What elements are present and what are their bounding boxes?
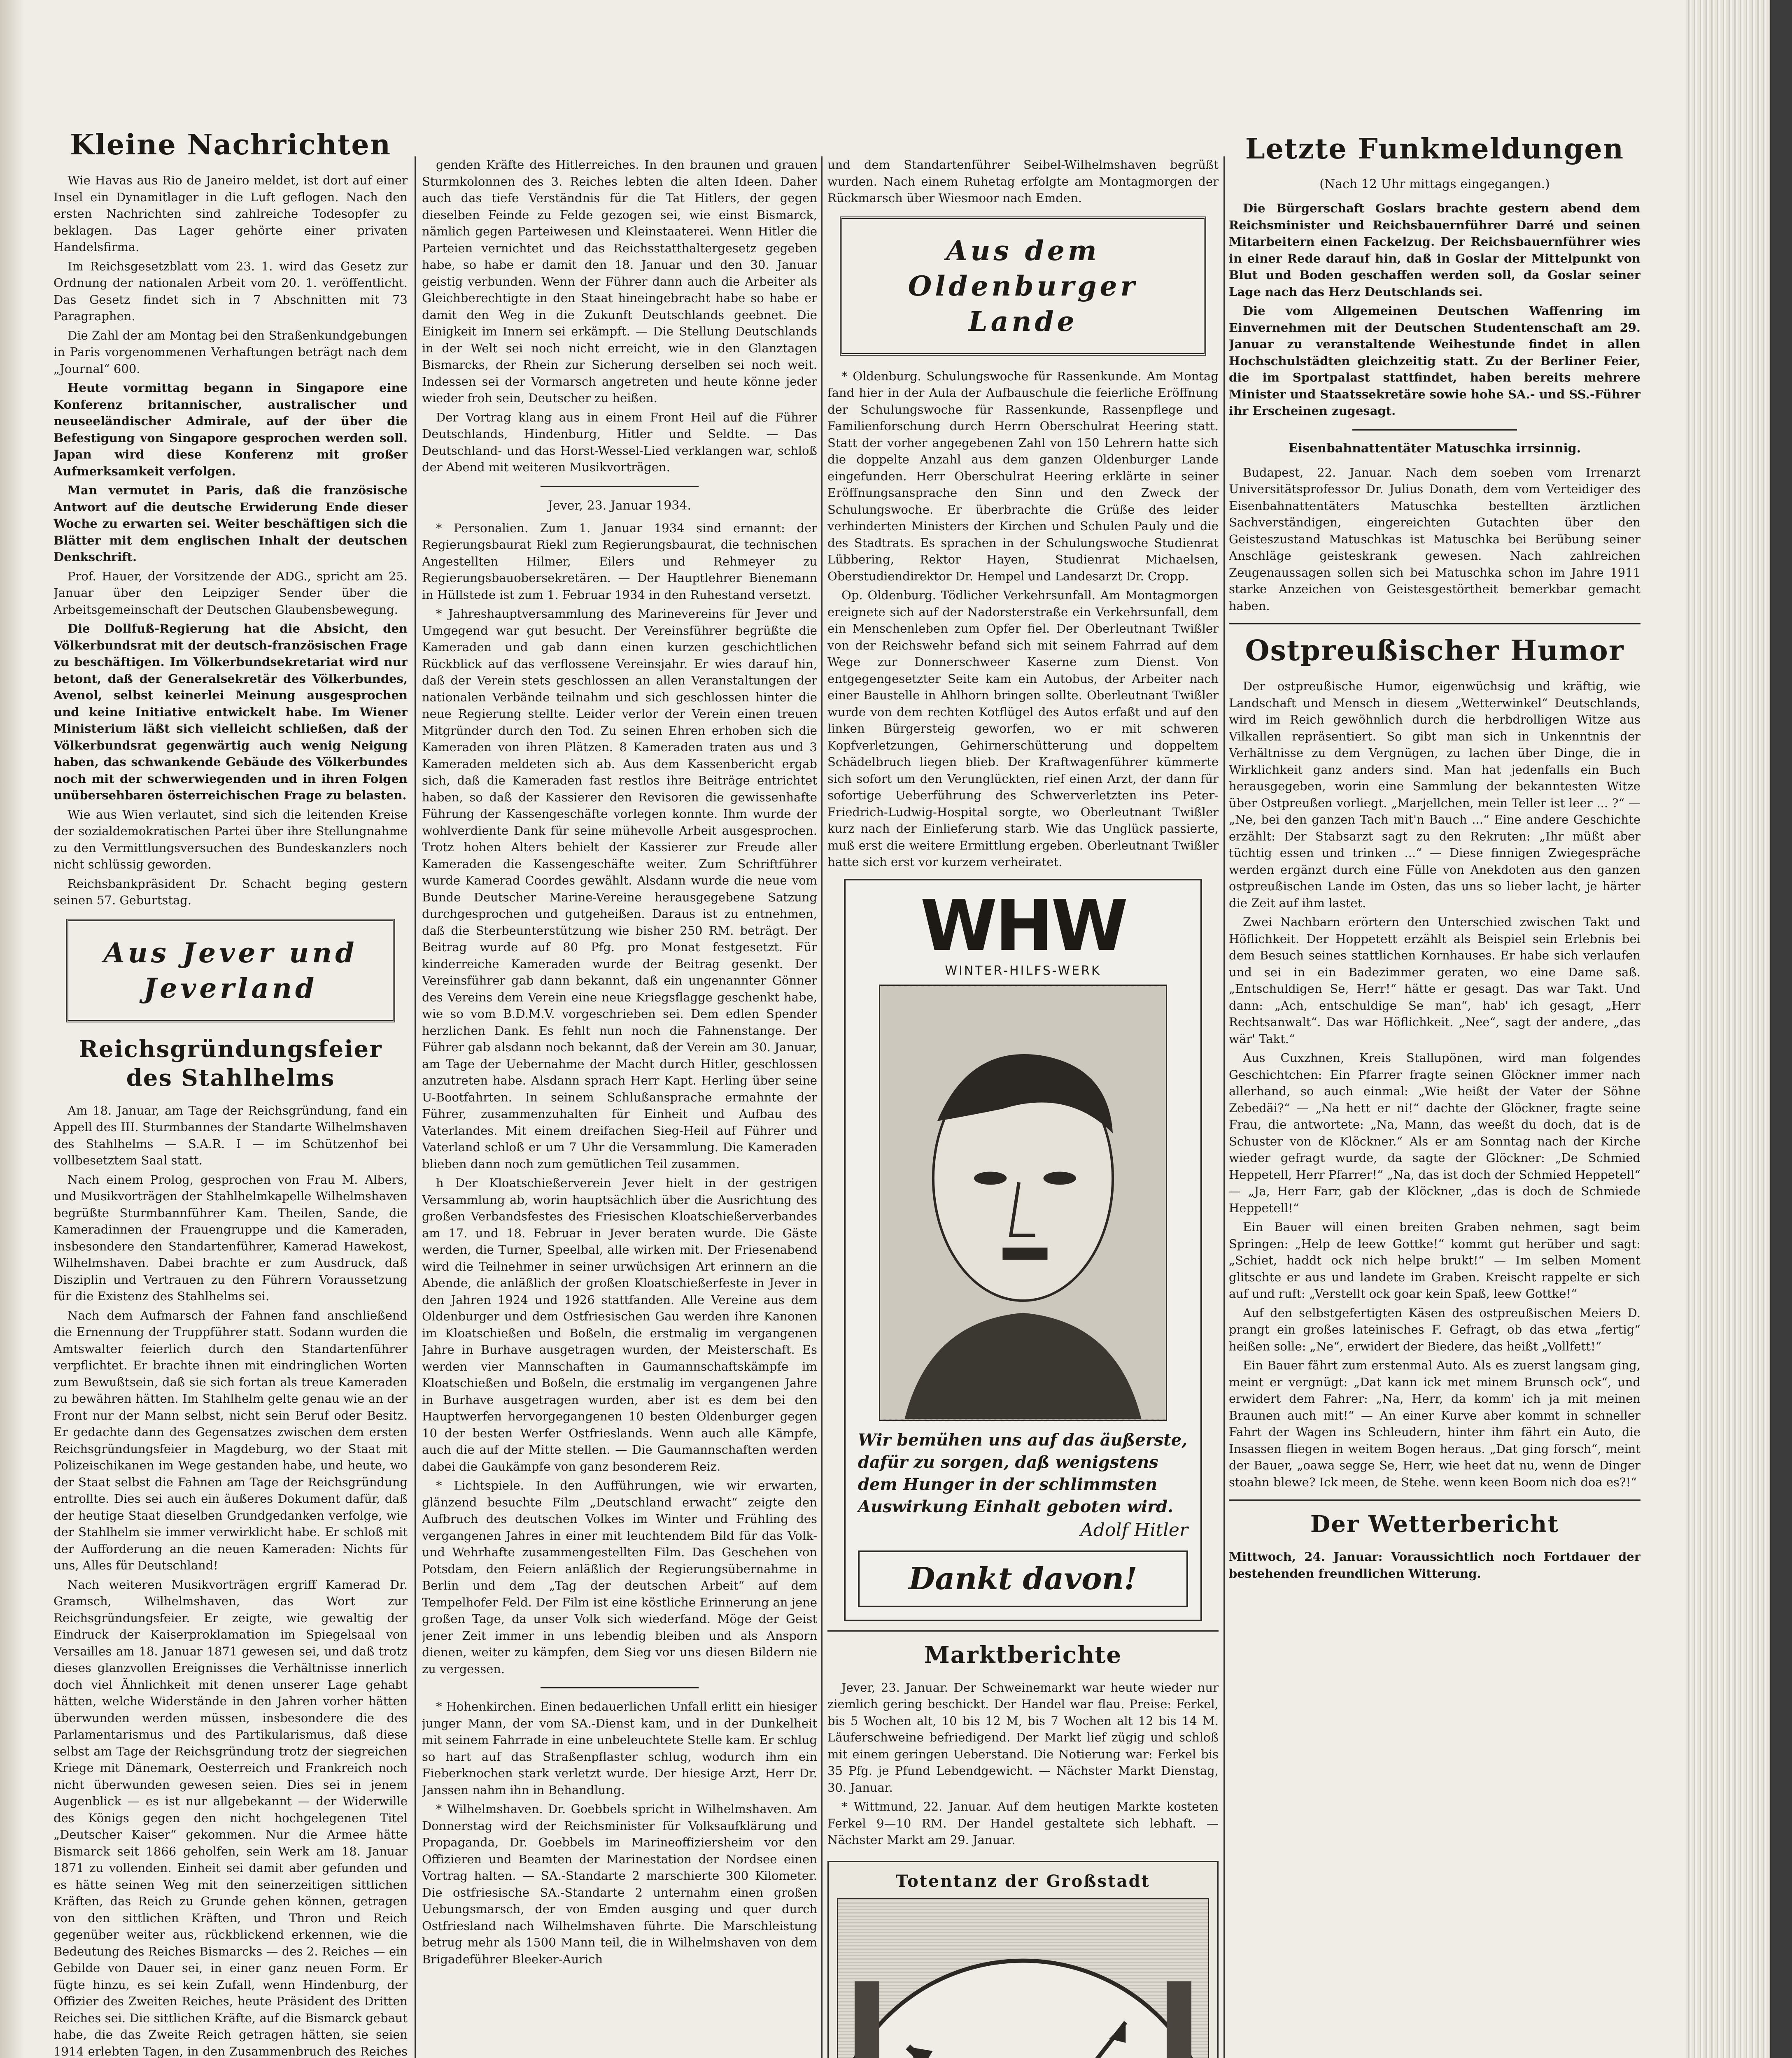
news-item: Wie aus Wien verlautet, sind sich die leitenden Kreise der sozialdemokratischen Partei über ihre Stellungnahme zu den Vermittlungsversuchen des Bundeskanzlers noch nicht schlüssig geworden.	[54, 807, 408, 871]
news-item: * Lichtspiele. In den Aufführungen, wie wir erwarten, glänzend besuchte Film „Deutschland erwacht“ zeigte den Aufbruch des deutschen Volkes im Winter und Frühling des vergangenen Jahres in einer mit leuchtendem Bild für das Volk- und Wehrhafte zusammengestellten Film. Das Geschehen von Potsdam, den Feiern anläßlich der Regierungsübernahme in Berlin und dem „Tag der deutschen Arbeit“ auf dem Tempelhofer Feld. Der Film ist eine köstliche Erinnerung an jene großen Tage, da unser Volk sich wiederfand. Möge der Geist jener Zeit immer in uns lebendig bleiben und als Ansporn dienen, weiter zu kämpfen, dem Sieg vor uns diesen Bildern nie zu vergessen.	[422, 1478, 817, 1676]
anecdote: Auf den selbstgefertigten Käsen des ostpreußischen Meiers D. prangt ein großes lateinisches F. Gefragt, ob das etwa „fertig“ heißen solle: „Ne“, erwidert der Biedere, das heißt „Vollfett!“	[1229, 1306, 1641, 1353]
totentanz-illustration	[827, 1861, 1219, 2058]
anecdote: Ein Bauer will einen breiten Graben nehmen, sagt beim Springen: „Help de leew Gottke!“ kommt gut herüber und sagt: „Schiet, haddt ock nich helpe brukt!“ — Im selben Moment glitschte er aus und landete im Graben. Kreischt rappelte er sich auf und ruft: „Verstellt ock goar kein Spaß, leew Gottke!“	[1229, 1220, 1641, 1301]
column-rule	[415, 156, 416, 2058]
whw-band-text: WINTER-HILFS-WERK	[945, 963, 1101, 978]
column-rule	[821, 156, 823, 2058]
news-item: Reichsbankpräsident Dr. Schacht beging gestern seinen 57. Geburtstag.	[54, 876, 408, 907]
news-item: Op. Oldenburg. Tödlicher Verkehrsunfall. Am Montagmorgen ereignete sich auf der Nadorsterstraße ein Verkehrsunfall, dem ein Menschenleben zum Opfer fiel. Der Oberleutnant Twißler von der Reichswehr befand sich mit seinem Fahrrad auf dem Wege zur Donnerschweer Kaserne zum Dienst. Von entgegengesetzter Seite kam ein Autobus, der Arbeiter nach einer Baustelle in Ahlhorn bringen sollte. Oberleutnant Twißler wurde von dem rechten Kotflügel des Autos erfaßt und auf den linken Bürgersteig geworfen, wo er mit schweren Kopfverletzungen, Gehirnerschütterung und doppeltem Schädelbruch liegen blieb. Der Kraftwagenführer kümmerte sich sofort um den Verunglückten, rief einen Arzt, der dann für sofortige Ueberführung des Schwerverletzten ins Peter-Friedrich-Ludwig-Hospital sorgte, wo Oberleutnant Twißler kurz nach der Einlieferung starb. Wie das Unglück passierte, muß erst die weitere Ermittlung ergeben. Oberleutnant Twißler hatte sich erst vor kurzem verheiratet.	[827, 588, 1219, 869]
column-3	[827, 156, 1219, 2058]
news-item: Die Zahl der am Montag bei den Straßenkundgebungen in Paris vorgenommenen Verhaftungen beträgt nach dem „Journal“ 600.	[54, 328, 408, 376]
article-paragraph: Nach einem Prolog, gesprochen von Frau M. Albers, und Musikvorträgen der Stahlhelmkapelle Wilhelmshaven begrüßte Sturmbannführer Kam. Theilen, Sande, die Kameradinnen der Frauengruppe und die Kameraden, insbesondere den Standartenführer, Kamerad Hawekost, Wilhelmshaven. Dabei brachte er zum Ausdruck, daß Disziplin und Vertrauen zu den Führern Voraussetzung für die Existenz des Stahlhelms sei.	[54, 1172, 408, 1303]
news-item: Wie Havas aus Rio de Janeiro meldet, ist dort auf einer Insel ein Dynamitlager in die Luft geflogen. Nach den ersten Nachrichten sind zahlreiche Todesopfer zu beklagen. Das Lager gehörte einer privaten Handelsfirma.	[54, 173, 408, 254]
news-item: Heute vormittag begann in Singapore eine Konferenz britannischer, australischer und neuseeländischer Admirale, auf der über die Befestigung von Singapore gesprochen werden soll. Japan wird diese Konferenz mit großer Aufmerksamkeit verfolgen.	[54, 381, 408, 478]
whw-signature: Adolf Hitler	[1080, 1519, 1188, 1541]
anecdote: Zwei Nachbarn erörtern den Unterschied zwischen Takt und Höflichkeit. Der Hoppetett erzählt als Beispiel sein Erlebnis bei dem Besuch seines stattlichen Kornhauses. Er habe sich verlaufen und sei in ein Badezimmer geraten, wo eine Dame saß. „Entschuldigen Se, Herr!“ hätte er gesagt. Das war Takt. Und dann: „Ach, entschuldige Se man“, hab' ich gesagt, „Herr Rechtsanwalt“. Das war Höflichkeit. „Nee“, sagt der andere, „das wär' Takt.“	[1229, 915, 1641, 1046]
article-paragraph: Nach weiteren Musikvorträgen ergriff Kamerad Dr. Gramsch, Wilhelmshaven, das Wort zur Reichsgründungsfeier. Er zeigte, wie gewaltig der Eindruck der Kaiserproklamation im Spiegelsaal von Versailles am 18. Januar 1871 gewesen sei, und daß trotz dieses glanzvollen Ereignisses die Verhältnisse innerlich doch viel Ähnlichkeit mit denen unserer Lage gehabt hätten, welche Widerstände in den Jahren vorher hätten überwunden werden müssen, insbesondere die des Parlamentarismus und des Partikularismus, daß diese selbst am Tage der Reichsgründung trotz der siegreichen Kriege mit Dänemark, Oesterreich und Frankreich noch nicht überwunden gewesen seien. Dies sei in jenem Augenblick — es ist nur allgebekannt — der Widerwille des Königs gegen den nicht hochgelegenen Titel „Deutscher Kaiser“ gekommen. Nur die Armee hätte Bismarck seit 1866 geholfen, sein Werk am 18. Januar 1871 zu vollenden. Einheit sei damit aber gefunden und es hätte seinen Weg mit den seinerzeitigen sittlichen Kräften, das Reich zu Grunde gehen können, getragen von den sittlichen Kräften, und Thron und Reich gegenüber weiter aus, rückblickend erkennen, wie die Bedeutung des Reiches Bismarcks — des 2. Reiches — ein Gebilde von Dauer sei, in einer ganz neuen Form. Er fügte hinzu, es sei kein Zufall, wenn Hindenburg, der Offizier des Zweiten Reiches, heute Präsident des Dritten Reiches sei. Die sittlichen Kräfte, auf die Bismarck gebaut habe, die das Zweite Reich getragen hätten, sie seien 1914 erlebten Tagen, in den Zusammenbruch des Reiches	[54, 1577, 408, 2058]
clock-skeleton-svg	[838, 1899, 1208, 2058]
oldenburg-news	[827, 368, 1219, 871]
news-item: * Hohenkirchen. Einen bedauerlichen Unfall erlitt ein hiesiger junger Mann, der vom SA.-Dienst kam, und in der Dunkelheit mit seinem Fahrrade in eine unbeleuchtete Stelle kam. Er schlug so hart auf das Straßenpflaster schlug, wodurch ihm ein Fieberknochen stark verletzt wurde. Der hiesige Arzt, Herr Dr. Janssen nahm ihn in Behandlung.	[422, 1699, 817, 1797]
regional-news	[422, 1698, 817, 1967]
stahlhelm-continued	[422, 156, 817, 476]
jever-dateline: Jever, 23. Januar 1934.	[548, 498, 692, 513]
kleine-nachrichten-list	[54, 172, 408, 909]
column-4	[1229, 132, 1641, 2058]
whw-logo-text: WHW	[920, 885, 1126, 967]
weather-text: Mittwoch, 24. Januar: Voraussichtlich noch Fortdauer der bestehenden freundlichen Witterung.	[1229, 1550, 1641, 1581]
column-rule	[1223, 156, 1225, 2058]
whw-logo	[858, 885, 1188, 967]
news-item: * Oldenburg. Schulungswoche für Rassenkunde. Am Montag fand hier in der Aula der Aufbauschule die feierliche Eröffnung der Schulungswoche für Rassenkunde, Rassenpflege und Familienforschung durch Herrn Oberschulrat Heering statt. Statt der vorher angegebenen Zahl von 150 Lehrern hatte sich die doppelte Anzahl aus dem ganzen Oldenburger Lande eingefunden. Herr Oberschulrat Heering erklärte in seiner Eröffnungsansprache den Sinn und den Zweck der Schulungswoche. Er überbrachte die Grüße des leider verhinderten Ministers der Kirchen und Schulen Pauly und die des Stadtrats. Es sprachen in der Schulungswoche Studienrat Lübbering, Rektor Hayen, Studienrat Michaelsen, Oberstudiendirektor Dr. Hempel und Landesarzt Dr. Cropp.	[827, 369, 1219, 583]
wilhelmshaven-continued: und dem Standartenführer Seibel-Wilhelmshaven begrüßt wurden. Nach einem Ruhetag erfolgte am Montagmorgen der Rückmarsch über Wiesmoor nach Emden.	[827, 158, 1219, 205]
funkmeldungen-subheading: (Nach 12 Uhr mittags eingegangen.)	[1319, 177, 1550, 191]
clock-skeleton-image	[837, 1898, 1209, 2058]
etching-title: Totentanz der Großstadt	[895, 1871, 1151, 1891]
stahlhelm-article	[54, 1102, 408, 2058]
article-paragraph: Am 18. Januar, am Tage der Reichsgründung, fand ein Appell des III. Sturmbannes der Standarte Wilhelmshaven des Stahlhelms — S.A.R. I — im Schützenhof bei vollbesetztem Saal statt.	[54, 1103, 408, 1167]
market-item: Jever, 23. Januar. Der Schweinemarkt war heute wieder nur ziemlich gering beschickt. Der Handel war flau. Preise: Ferkel, bis 5 Wochen alt, 10 bis 12 M, bis 7 Wochen alt 12 bis 14 M. Läuferschweine befriedigend. Der Markt lief zügig und schloß mit einem geringen Ueberstand. Die Notierung war: Ferkel bis 35 Pfg. je Pfund Lebendgewicht. — Nächster Markt Dienstag, 30. Januar.	[827, 1680, 1219, 1795]
page-spine	[0, 0, 25, 2058]
funkmeldungen-list	[1229, 200, 1641, 419]
article-paragraph: Der Vortrag klang aus in einem Front Heil auf die Führer Deutschlands, Hindenburg, Hitler und Seldte. — Das Deutschland- und das Horst-Wessel-Lied verklangen war, schloß der Abend mit weiteren Musikvorträgen.	[422, 410, 817, 474]
news-item: Prof. Hauer, der Vorsitzende der ADG., spricht am 25. Januar über den Leipziger Sender über die Arbeitsgemeinschaft der Deutschen Glaubensbewegung.	[54, 569, 408, 617]
market-item: * Wittmund, 22. Januar. Auf dem heutigen Markte kosteten Ferkel 9—10 RM. Der Handel gestaltete sich lebhaft. — Nächster Markt am 29. Januar.	[827, 1800, 1219, 1847]
anecdote: Aus Cuxzhnen, Kreis Stallupönen, wird man folgendes Geschichtchen: Ein Pfarrer fragte seinen Glöckner immer nach allerhand, so auch einmal: „Wie heißt der Vater der Söhne Zebedäi?“ — „Na hett er ni!“ dachte der Glöckner, fragte seine Frau, die antwortete: „Na, Mann, das weeßt du doch, dat is de Schuster von de Klöckner.“ Als er am Sonntag nach der Kirche wieder gefragt wurde, da sagte der Glöckner: „De Schmied Heppetell, Herr Pfarrer!“ „Na, das ist doch der Schmied Heppetell“ — „Ja, Herr Farr, gab der Klöckner, „das is doch de Schmiede Heppetell!“	[1229, 1051, 1641, 1215]
divider	[1229, 623, 1641, 624]
news-item: Die Bürgerschaft Goslars brachte gestern abend dem Reichsminister und Reichsbauernführer Darré und seinen Mitarbeitern einen Fackelzug. Der Reichsbauernführer wies in einer Rede darauf hin, daß in Goslar der Mittelpunkt von Blut und Boden geschaffen werden soll, da Goslar seiner Lage nach das Herz Deutschlands sei.	[1229, 201, 1641, 299]
whw-slogan: Dankt davon!	[858, 1550, 1188, 1607]
news-item: Man vermutet in Paris, daß die französische Antwort auf die deutsche Erwiderung Ende dieser Woche zu erwarten sei. Weiter beschäftigen sich die Blätter mit dem englischen Inhalt der deutschen Denkschrift.	[54, 483, 408, 564]
news-item: Die Dollfuß-Regierung hat die Absicht, den Völkerbundsrat mit der deutsch-französischen Frage zu beschäftigen. Im Völkerbundsekretariat wird nur betont, daß der Generalsekretär des Völkerbundes, Avenol, selbst keinerlei Meinung ausgesprochen und keine Initiative entwickelt habe. Im Wiener Ministerium läßt sich vielleicht schließen, daß der Völkerbundsrat gegenwärtig auch wenig Neigung haben, das schwankende Gebäude des Völkerbundes noch mit der schwerwiegenden und in ihren Folgen unübersehbaren österreichischen Frage zu belasten.	[54, 622, 408, 802]
funkmeldungen-heading: Letzte Funkmeldungen	[1245, 133, 1624, 165]
jever-box-title: Aus Jever und Jeverland	[66, 919, 395, 1022]
weather-heading: Der Wetterbericht	[1310, 1511, 1559, 1538]
news-item: * Personalien. Zum 1. Januar 1934 sind ernannt: der Regierungsbaurat Riekl zum Regierungsbaurat, die technischen Angestellten Hilmer, Eilers und Rehmeyer zu Regierungsbauobersekretären. — Der Hauptlehrer Bienemann in Hüllstede ist zum 1. Februar 1934 in den Ruhestand versetzt.	[422, 521, 817, 602]
matuschka-subheading: Eisenbahnattentäter Matuschka irrsinnig.	[1288, 441, 1581, 456]
anecdote: Der ostpreußische Humor, eigenwüchsig und kräftig, wie Landschaft und Mensch in diesem „Wetterwinkel“ Deutschlands, wird im Reich gewöhnlich durch die herbdrolligen Witze aus Vilkallen repräsentiert. So gibt man sich in Unkenntnis der Verhältnisse zu dem Vergnügen, zu lachen über Dinge, die in Wirklichkeit ganz anders sind. Man hat jedenfalls ein Buch herausgegeben, worin eine Sammlung der bekanntesten Witze über Ostpreußen vorliegt. „Marjellchen, mein Teller ist leer ... ?“ — „Ne, bei den ganzen Tach mit'n Bauch ...“ Eine andere Geschichte erzählt: Der Stabsarzt sagt zu den Rekruten: „Ihr müßt aber tüchtig essen und trinken ...“ — Diese finnigen Zwiegespräche werden ergänzt durch eine Fülle von Anekdoten aus den ganzen ostpreußischen Lande im Osten, das uns so lieber lacht, je härter die Zeit auf ihm lastet.	[1229, 679, 1641, 910]
column-2	[422, 156, 817, 2058]
market-heading: Marktberichte	[924, 1641, 1122, 1669]
news-item: Die vom Allgemeinen Deutschen Waffenring im Einvernehmen mit der Deutschen Studentenschaft am 29. Januar zu veranstaltende Weihestunde findet in allen Hochschulstädten gleichzeitig statt. Zu der Berliner Feier, die im Sportpalast stattfindet, haben bereits mehrere Minister und Staatssekretäre sowie hohe SA.- und SS.-Führer ihr Erscheinen zugesagt.	[1229, 304, 1641, 418]
article-paragraph: genden Kräfte des Hitlerreiches. In den braunen und grauen Sturmkolonnen des 3. Reiches lebten die alten Ideen. Daher auch das tiefe Verständnis für die Tat Hitlers, der gegen dieselben Feinde zu Felde gezogen sei, wie einst Bismarck, nämlich gegen Parteiwesen und Kleinstaaterei. Wenn Hitler die Parteien vernichtet und das Reichsstatthaltergesetz gegeben habe, so habe er damit den 18. Januar und den 30. Januar geistig verbunden. Wenn der Führer dann auch die Arbeiter als Gleichberechtigte in den Staat hineingebracht habe so habe er damit den Weg in die Zukunft Deutschlands geebnet. Die Einigkeit im Innern sei erkämpft. — Die Stellung Deutschlands in der Welt sei noch nicht erreicht, wie in den Glanztagen Bismarcks, der Rhein zur Sicherung derselben sei noch weit. Indessen sei der Vormarsch angetreten und heute könne jeder wieder froh sein, Deutscher zu heißen.	[422, 158, 817, 405]
news-item: Im Reichsgesetzblatt vom 23. 1. wird das Gesetz zur Ordnung der nationalen Arbeit vom 20. 1. veröffentlicht. Das Gesetz findet sich in 7 Abschnitten mit 73 Paragraphen.	[54, 259, 408, 323]
whw-quote: Wir bemühen uns auf das äußerste, dafür zu sorgen, daß wenigstens dem Hunger in der schlimmsten Auswirkung Einhalt geboten wird.	[858, 1430, 1188, 1516]
oldenburg-box-title: Aus dem Oldenburger Lande	[840, 217, 1206, 356]
jever-local-news	[422, 520, 817, 1678]
divider	[827, 1630, 1219, 1632]
humor-article	[1229, 678, 1641, 1490]
news-item: * Wilhelmshaven. Dr. Goebbels spricht in Wilhelmshaven. Am Donnerstag wird der Reichsminister für Volksaufklärung und Propaganda, Dr. Goebbels im Marineoffiziersheim vor den Offizieren und Beamten der Marinestation der Nordsee einen Vortrag halten. — SA.-Standarte 2 marschierte 300 Kilometer. Die ostfriesische SA.-Standarte 2 unternahm einen großen Uebungsmarsch, der von Emden ausging und quer durch Ostfriesland nach Wilhelmshaven führte. Die Marschleistung betrug mehr als 1500 Mann teil, die in Wilhelmshaven von dem Brigadeführer Bleeker-Aurich	[422, 1802, 817, 1966]
portrait-woodcut-svg	[880, 986, 1166, 1420]
scan-border	[1770, 0, 1792, 2058]
kleine-nachrichten-heading: Kleine Nachrichten	[70, 128, 391, 161]
matuschka-article: Budapest, 22. Januar. Nach dem soeben vom Irrenarzt Universitätsprofessor Dr. Julius Donath, dem vom Verteidiger des Eisenbahnattentäters Matuschka bestellten ärztlichen Sachverständigen, eingereichten Gutachten über den Geisteszustand Matuschkas ist Matuschka bei Berübung seiner Anschläge geisteskrank gewesen. Nach zahlreichen Zeugenaussagen sollen sich bei Matuschka schon im Jahre 1911 starke Anzeichen von Geistesgestörtheit bemerkbar gemacht haben.	[1229, 465, 1641, 613]
divider	[1229, 1499, 1641, 1501]
humor-heading: Ostpreußischer Humor	[1245, 634, 1624, 667]
winterhilfswerk-advert	[844, 879, 1202, 1621]
news-item: h Der Kloatschießerverein Jever hielt in der gestrigen Versammlung ab, worin hauptsächlich über die Ausrichtung des großen Verbandsfestes des Friesischen Kloatschießerverbandes am 17. und 18. Februar in Jever beraten wurde. Die Gäste werden, die Turner, Speelbal, alle wirken mit. Der Friesenabend wird die Teilnehmer in seiner urwüchsigen Art erinnern an die Abende, die anläßlich der großen Kloatschießerfeste in Jever in den Jahren 1924 und 1926 stattfanden. Alle Vereine aus dem Oldenburger und dem Ostfriesischen Gau werden ihre Kanonen im Kloatschießen und Boßeln, die erstmalig im vergangenen Jahre in Burhave ausgetragen wurden, der Meisterschaft. Es werden vier Mannschaften in Gaumannschaftskämpfe im Kloatschießen und Boßeln, die erstmalig im vergangenen Jahre in Burhave ausgetragen wurden, aber ist es dem bei den Hauptwerfen hervorgegangenen 10 besten Oldenburger gegen 10 der besten Werfer Ostfrieslands. Wenn auch alle Kämpfe, auch die auf der Mitte stellen. — Die Gaumannschaften werden dabei die Gaukämpfe von ganz besonderem Reiz.	[422, 1176, 817, 1474]
divider	[1352, 429, 1517, 431]
article-paragraph: Nach dem Aufmarsch der Fahnen fand anschließend die Ernennung der Truppführer statt. Sodann wurden die Amtswalter feierlich durch den Standartenführer verpflichtet. Er brachte ihnen mit eindringlichen Worten zum Bewußtsein, daß sie sich fortan als treue Kameraden zu bewähren hätten. Im Stahlhelm gelte genau wie an der Front nur der Mann selbst, nicht sein Beruf oder Besitz. Er gedachte dann des Gegensatzes zwischen dem ersten Reichsgründungsfeier in Magdeburg, wo der Staat mit Polizeischikanen im Wege gestanden habe, und heute, wo der Staat selbst die Fahnen am Tage der Reichsgründung entrollte. Dies sei auch ein äußeres Dokument dafür, daß der heutige Staat dieselben Grundgedanken verfolge, wie der Stahlhelm sie immer verwirklicht habe. Er schloß mit der Aufforderung an die neuen Kameraden: Nichts für uns, Alles für Deutschland!	[54, 1308, 408, 1572]
anecdote: Ein Bauer fährt zum erstenmal Auto. Als es zuerst langsam ging, meint er vergnügt: „Dat kann ick met minem Brunsch ock“, und erwidert dem Fahrer: „Na, Herr, da komm' ich ja mit meinen Braunen auch mit!“ — An einer Kurve aber kommt in schneller Fahrt der Wagen ins Schleudern, hinter ihm fährt ein Auto, die Insassen fliegen in weitem Bogen heraus. „Dat ging forsch“, meint der Bauer, „oawa segge Se, Herr, wie heet dat nu, wenn de Dinger stoahn blewe? Ick meen, de Stehe. wenn keen Boom nich doa es?!“	[1229, 1358, 1641, 1489]
market-reports	[827, 1679, 1219, 1848]
column-1	[54, 128, 408, 2058]
portrait-woodcut-image	[879, 985, 1167, 1421]
news-item: * Jahreshauptversammlung des Marinevereins für Jever und Umgegend war gut besucht. Der Vereinsführer begrüßte die Kameraden und gab dann einen kurzen geschichtlichen Rückblick auf das verflossene Vereinsjahr. Er wies darauf hin, daß der Verein stets geschlossen an allen Veranstaltungen der nationalen Verbände teilnahm und sich geschlossen hinter die neue Regierung stellte. Leider verlor der Verein einen treuen Mitgründer durch den Tod. Zu seinen Ehren erhoben sich die Kameraden von ihren Plätzen. 8 Kameraden traten aus und 3 Kameraden meldeten sich ab. Aus dem Kassenbericht ergab sich, daß die Kameraden fast restlos ihre Beiträge entrichtet haben, so daß der Kassierer den Revisoren die gewissenhafte Führung der Kassengeschäfte vorlegen konnte. Ihm wurde der wohlverdiente Dank für seine mühevolle Arbeit ausgesprochen. Trotz hohen Alters behielt der Kassierer zur Freude aller Kameraden die Kassengeschäfte weiter. Zum Schriftführer wurde Kamerad Coordes gewählt. Alsdann wurde die neue vom Bunde Deutscher Marine-Vereine herausgegebene Satzung durchgesprochen und gutgeheißen. Daraus ist zu entnehmen, daß die Sterbeunterstützung wie bisher 250 RM. beträgt. Der Beitrag wurde auf 80 Pfg. pro Monat festgesetzt. Für kinderreiche Kameraden wurde der Beitrag gesenkt. Der Vereinsführer gab dann bekannt, daß ein ungenannter Gönner des Vereins dem Verein eine neue Kriegsflagge geschenkt habe, wie so vom B.D.M.V. vorgeschrieben sei. Dem edlen Spender herzlichen Dank. Es fehlt nun noch die Fahnenstange. Der Führer gab alsdann noch bekannt, daß der Verein am 30. Januar, am Tage der Uebernahme der Macht durch Hitler, geschlossen anzutreten habe. Alsdann sprach Herr Kapt. Herling über seine U-Bootfahrten. In seinem Schlußansprache ermahnte der Führer, zusammenzuhalten für Einheit und Aufbau des Vaterlandes. Mit einem dreifachen Sieg-Heil auf Führer und Vaterland schloß er um 7 Uhr die Versammlung. Die Kameraden blieben dann noch zum gemütlichen Teil zusammen.	[422, 607, 817, 1171]
stahlhelm-heading: Reichsgründungsfeier des Stahlhelms	[79, 1035, 382, 1092]
divider	[541, 1687, 699, 1688]
divider	[541, 486, 699, 487]
